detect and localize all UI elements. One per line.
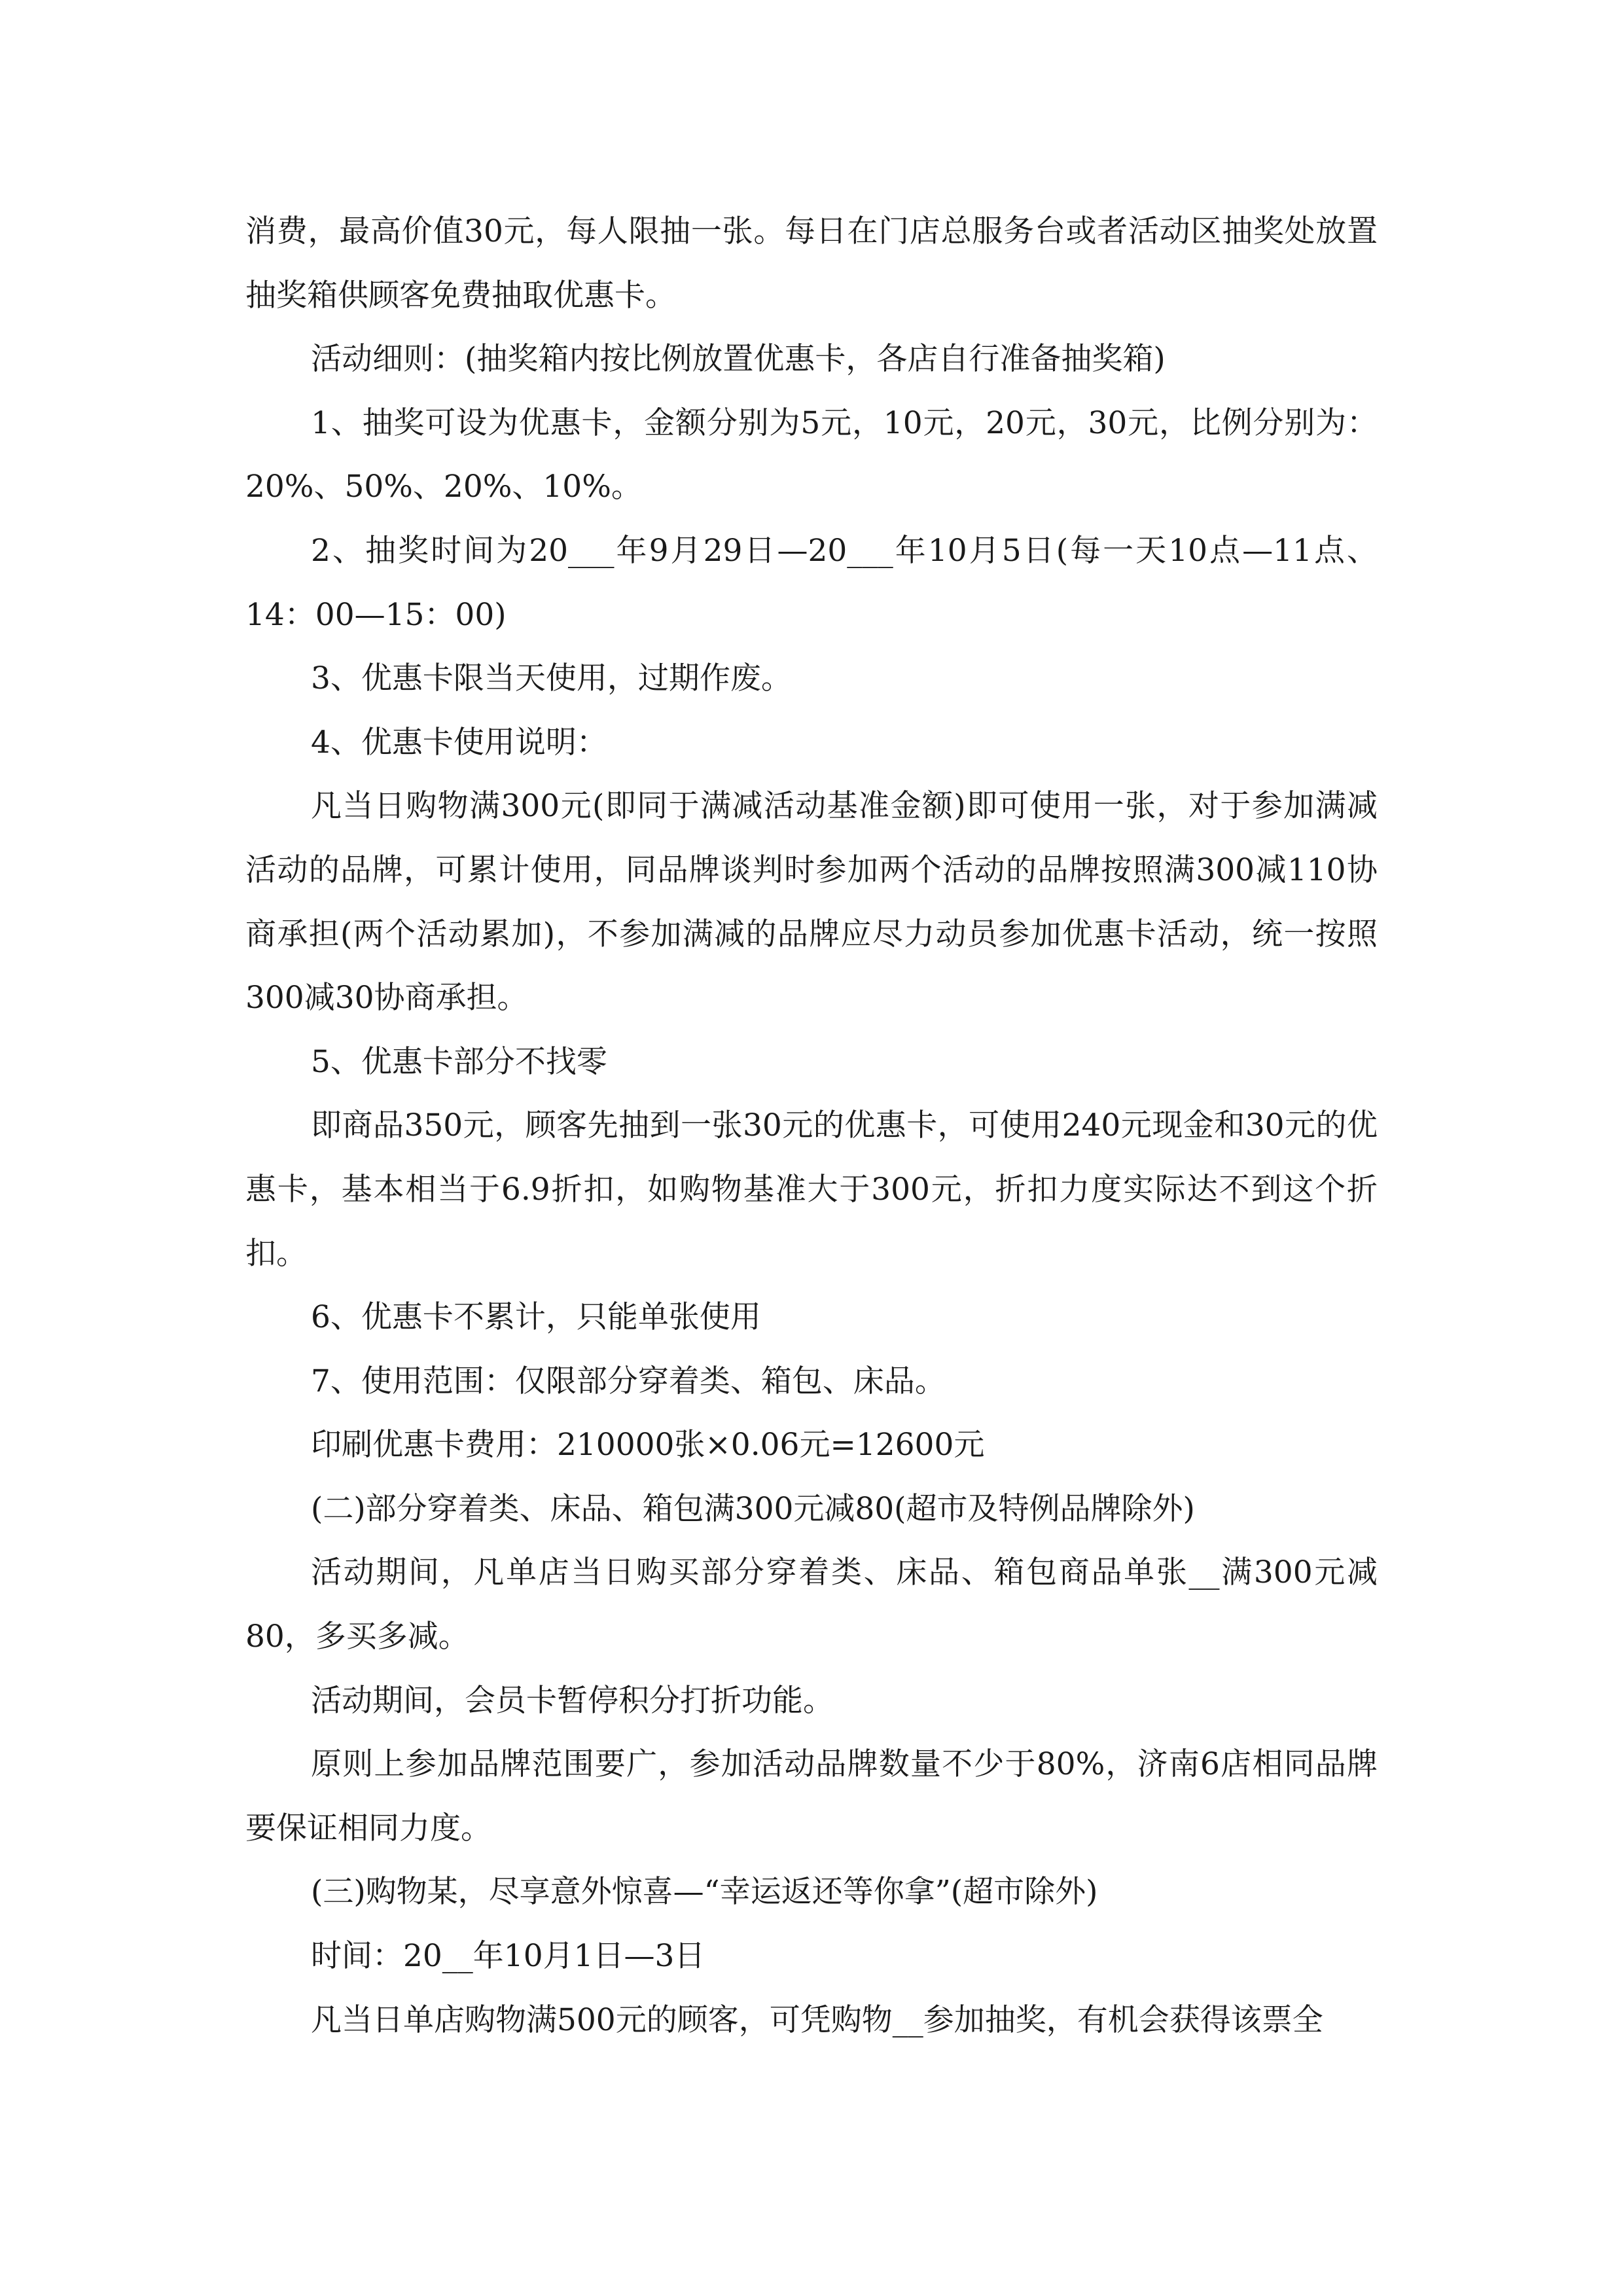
- paragraph: 3、优惠卡限当天使用，过期作废。: [311, 660, 792, 697]
- paragraph: 活动期间，凡单店当日购买部分穿着类、床品、箱包商品单张__满300元减80，多买多减。: [245, 1554, 1378, 1655]
- paragraph: 6、优惠卡不累计，只能单张使用: [311, 1299, 761, 1336]
- paragraph: 5、优惠卡部分不找零: [311, 1043, 607, 1080]
- paragraph: 消费，最高价值30元，每人限抽一张。每日在门店总服务台或者活动区抽奖处放置抽奖箱供顾客免费抽取优惠卡。: [245, 213, 1378, 314]
- paragraph: 时间：20__年10月1日—3日: [311, 1938, 705, 1975]
- paragraph: 4、优惠卡使用说明：: [311, 724, 607, 761]
- paragraph: (三)购物某，尽享意外惊喜—“幸运返还等你拿”(超市除外): [311, 1874, 1098, 1910]
- paragraph: 凡当日单店购物满500元的顾客，可凭购物__参加抽奖，有机会获得该票全: [311, 2001, 1323, 2038]
- paragraph: 2、抽奖时间为20___年9月29日—20___年10月5日(每一天10点—11点、14：00—15：00): [245, 532, 1378, 633]
- paragraph: 即商品350元，顾客先抽到一张30元的优惠卡，可使用240元现金和30元的优惠卡，基本相当于6.9折扣，如购物基准大于300元，折扣力度实际达不到这个折扣。: [245, 1107, 1378, 1272]
- paragraph: 活动期间，会员卡暂停积分打折功能。: [311, 1682, 834, 1719]
- paragraph: 印刷优惠卡费用：210000张×0.06元=12600元: [311, 1427, 985, 1463]
- paragraph: 7、使用范围：仅限部分穿着类、箱包、床品。: [311, 1363, 946, 1399]
- paragraph: 1、抽奖可设为优惠卡，金额分别为5元，10元，20元，30元，比例分别为：20%、50%、20%、10%。: [245, 404, 1378, 505]
- paragraph: 凡当日购物满300元(即同于满减活动基准金额)即可使用一张，对于参加满减活动的品牌，可累计使用，同品牌谈判时参加两个活动的品牌按照满300减110协商承担(两个活动累加)，不参加满减的品牌应尽力动员参加优惠卡活动，统一按照300减30协商承担。: [245, 788, 1378, 1016]
- paragraph: (二)部分穿着类、床品、箱包满300元减80(超市及特例品牌除外): [311, 1490, 1195, 1527]
- paragraph: 原则上参加品牌范围要广，参加活动品牌数量不少于80%，济南6店相同品牌要保证相同力度。: [245, 1746, 1378, 1846]
- document-body: [245, 200, 1378, 2052]
- paragraph: 活动细则：(抽奖箱内按比例放置优惠卡，各店自行准备抽奖箱): [311, 341, 1166, 378]
